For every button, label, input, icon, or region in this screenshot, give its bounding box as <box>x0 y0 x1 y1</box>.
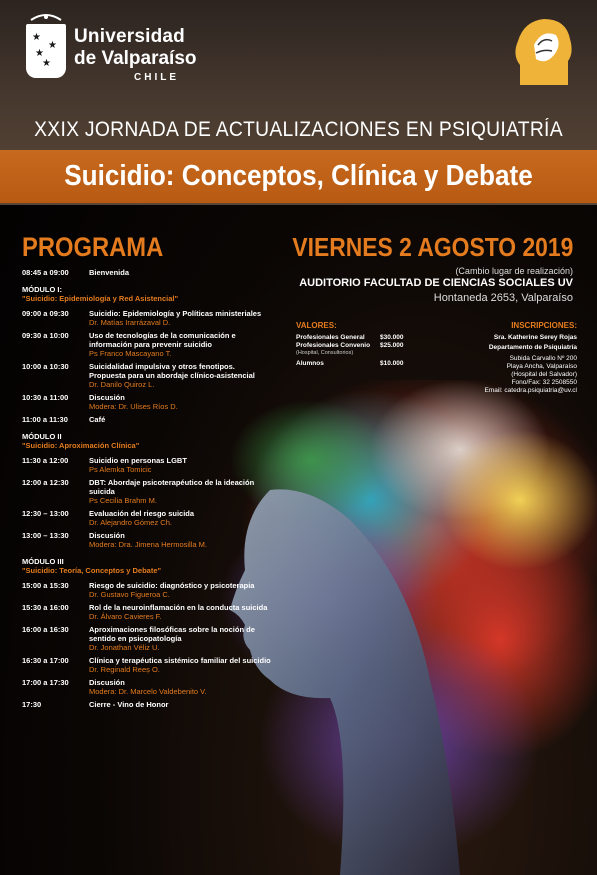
valores-label: Alumnos <box>296 360 324 367</box>
program-row <box>22 678 272 696</box>
program-title: DBT: Abordaje psicoterapéutico de la ideación suicida <box>89 478 255 496</box>
inscripciones-info <box>437 334 577 395</box>
valores-price: $25.000 <box>380 342 404 349</box>
program-row <box>22 268 272 277</box>
crest-icon <box>29 12 63 22</box>
program-title: Discusión <box>89 678 125 687</box>
contact-email[interactable]: Email: catedra.psiquiatria@uv.cl <box>484 387 577 394</box>
university-name-line2: de Valparaíso <box>74 48 197 69</box>
psychiatry-dept-logo-icon <box>512 15 574 87</box>
event-note: (Cambio lugar de realización) <box>455 266 573 276</box>
program-speaker: Dr. Jonathan Véliz U. <box>89 643 160 652</box>
program-time: 17:30 <box>22 700 42 709</box>
program-time: 16:00 a 16:30 <box>22 625 69 634</box>
program-row <box>22 393 272 411</box>
program-title: Cierre - Vino de Honor <box>89 700 169 709</box>
contact-dept: Departamento de Psiquiatría <box>488 344 577 351</box>
shield-icon: ★ ★ ★ ★ <box>26 24 66 78</box>
inscripciones-heading: INSCRIPCIONES: <box>511 321 577 330</box>
event-venue: AUDITORIO FACULTAD DE CIENCIAS SOCIALES UV <box>299 277 573 289</box>
program-row <box>22 331 272 358</box>
valores-price: $30.000 <box>380 334 404 341</box>
program-title: Bienvenida <box>89 268 130 277</box>
contact-address3: (Hospital del Salvador) <box>511 371 577 378</box>
program-time: 10:30 a 11:00 <box>22 393 69 402</box>
program-title: Discusión <box>89 531 125 540</box>
contact-phone: Fono/Fax: 32 2508550 <box>511 379 577 386</box>
valores-note: (Hospital, Consultorios) <box>296 350 354 356</box>
program-speaker: Ps Alemka Tomicic <box>89 465 152 474</box>
module-label: MÓDULO I: <box>22 285 62 294</box>
university-country: CHILE <box>134 72 179 83</box>
program-speaker: Dr. Reginald Reeș O. <box>89 665 160 674</box>
contact-address2: Playa Ancha, Valparaíso <box>506 363 577 370</box>
program-speaker: Dr. Álvaro Cavieres F. <box>89 612 162 621</box>
event-title: XXIX JORNADA DE ACTUALIZACIONES EN PSIQUIATRÍA <box>34 118 563 141</box>
programa-heading: PROGRAMA <box>22 232 164 262</box>
contact-address1: Subida Carvallo Nº 200 <box>509 355 577 362</box>
program-time: 13:00 – 13:30 <box>22 531 69 540</box>
program-row <box>22 656 272 674</box>
contact-name: Sra. Katherine Serey Rojas <box>493 334 577 341</box>
module-subtitle: "Suicidio: Epidemiología y Red Asistencial" <box>22 294 179 303</box>
program-title: Aproximaciones filosóficas sobre la noción de sentido en psicopatología <box>89 625 255 643</box>
event-subtitle: Suicidio: Conceptos, Clínica y Debate <box>64 160 533 192</box>
program-title: Discusión <box>89 393 125 402</box>
program-title: Suicidio: Epidemiología y Políticas ministeriales <box>89 309 262 318</box>
program-time: 15:00 a 15:30 <box>22 581 69 590</box>
programa-list <box>22 268 272 713</box>
program-row <box>22 478 272 505</box>
program-row <box>22 625 272 652</box>
program-row <box>22 362 272 389</box>
program-row <box>22 456 272 474</box>
program-title: Uso de tecnologías de la comunicación e información para prevenir suicidio <box>89 331 236 349</box>
program-title: Suicidio en personas LGBT <box>89 456 187 465</box>
program-title: Rol de la neuroinflamación en la conducta suicida <box>89 603 268 612</box>
program-time: 08:45 a 09:00 <box>22 268 69 277</box>
program-speaker: Dr. Matías Irarrázaval D. <box>89 318 171 327</box>
university-logo <box>26 12 246 87</box>
program-row <box>22 603 272 621</box>
program-row <box>22 531 272 549</box>
program-row <box>22 581 272 599</box>
program-time: 16:30 a 17:00 <box>22 656 69 665</box>
valores-row <box>296 360 404 368</box>
event-address: Hontaneda 2653, Valparaíso <box>433 292 573 304</box>
program-title: Suicidalidad impulsiva y otros fenotipos. Propuesta para un abordaje clínico-asistencial <box>89 362 255 380</box>
program-speaker: Modera: Dra. Jimena Hermosilla M. <box>89 540 207 549</box>
valores-price: $10.000 <box>380 360 404 367</box>
program-title: Clínica y terapéutica sistémico familiar del suicidio <box>89 656 271 665</box>
program-time: 09:30 a 10:00 <box>22 331 69 340</box>
valores-label: Profesionales General <box>296 334 365 341</box>
valores-heading: VALORES: <box>296 321 337 330</box>
program-row <box>22 415 272 424</box>
program-title: Riesgo de suicidio: diagnóstico y psicoterapia <box>89 581 255 590</box>
module-subtitle: "Suicidio: Aproximación Clínica" <box>22 441 140 450</box>
valores-label: Profesionales Convenio <box>296 342 371 349</box>
module-subtitle: "Suicidio: Teoría, Conceptos y Debate" <box>22 566 162 575</box>
event-date: VIERNES 2 AGOSTO 2019 <box>291 232 573 262</box>
program-speaker: Dr. Gustavo Figueroa C. <box>89 590 170 599</box>
program-speaker: Ps Cecilia Brahm M. <box>89 496 157 505</box>
university-name-line1: Universidad <box>74 26 185 47</box>
program-time: 17:00 a 17:30 <box>22 678 69 687</box>
program-speaker: Dr. Danilo Quiroz L. <box>89 380 155 389</box>
valores-table <box>296 334 404 368</box>
program-speaker: Modera: Dr. Marcelo Valdebenito V. <box>89 687 207 696</box>
module-label: MÓDULO III <box>22 557 64 566</box>
program-title: Café <box>89 415 106 424</box>
program-time: 12:00 a 12:30 <box>22 478 69 487</box>
module-label: MÓDULO II <box>22 432 62 441</box>
program-time: 11:30 a 12:00 <box>22 456 69 465</box>
valores-row <box>296 334 404 342</box>
program-time: 09:00 a 09:30 <box>22 309 69 318</box>
program-time: 15:30 a 16:00 <box>22 603 69 612</box>
program-row <box>22 700 272 709</box>
program-title: Evaluación del riesgo suicida <box>89 509 195 518</box>
program-time: 12:30 – 13:00 <box>22 509 69 518</box>
program-row <box>22 309 272 327</box>
program-row <box>22 509 272 527</box>
program-time: 11:00 a 11:30 <box>22 415 68 424</box>
program-time: 10:00 a 10:30 <box>22 362 69 371</box>
program-speaker: Modera: Dr. Ulises Ríos D. <box>89 402 178 411</box>
program-speaker: Dr. Alejandro Gómez Ch. <box>89 518 172 527</box>
program-speaker: Ps Franco Mascayano T. <box>89 349 172 358</box>
